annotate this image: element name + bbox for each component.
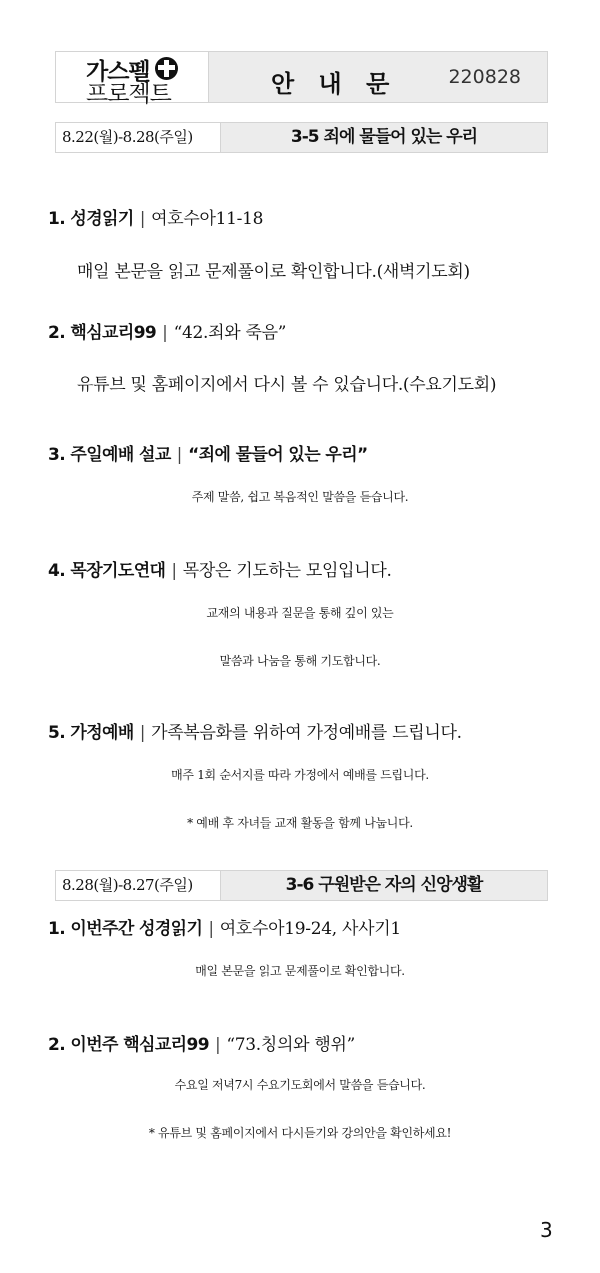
item-value: 여호수아11-18 [151,209,264,229]
item-value: “죄에 물들어 있는 우리” [188,445,368,465]
item-value: “73.칭의와 행위” [226,1035,356,1055]
week2-item-1-heading [48,914,401,939]
week1-title: 3-5 죄에 물들어 있는 우리 [290,127,478,147]
week2-title: 3-6 구원받은 자의 신앙생활 [285,875,483,895]
item-value: 목장은 기도하는 모임입니다. [182,561,392,581]
page-number: 3 [540,1218,553,1242]
week1-item-1-heading [48,204,263,229]
week1-item-3-desc: 주제 말씀, 쉽고 복음적인 말씀을 듣습니다. [191,490,409,504]
item-label: 2. 핵심교리99 [48,323,157,343]
separator: | [208,919,214,939]
separator: | [171,561,177,581]
week1-item-4-desc-1: 교재의 내용과 질문을 통해 깊이 있는 [206,606,394,620]
week2-item-1-desc: 매일 본문을 읽고 문제풀이로 확인합니다. [195,964,405,978]
week2-band [55,870,548,901]
item-label: 2. 이번주 핵심교리99 [48,1035,209,1055]
logo-line2: 프로젝트 [86,81,171,107]
week1-item-4-heading [48,556,392,581]
week2-item-2-heading [48,1030,355,1055]
week2-item-2-desc-1: 수요일 저녁7시 수요기도회에서 말씀을 듣습니다. [174,1078,426,1092]
page-title: 안 내 문 [271,70,398,98]
week1-item-4-desc-2: 말씀과 나눔을 통해 기도합니다. [219,654,381,668]
week1-item-5-desc-2: * 예배 후 자녀들 교재 활동을 함께 나눕니다. [187,816,413,830]
item-label: 1. 이번주간 성경읽기 [48,919,203,939]
week2-date: 8.28(월)-8.27(주일) [56,871,221,900]
week1-item-2-heading [48,318,286,343]
separator: | [139,209,146,229]
logo-line1: 가스펠 [86,59,150,85]
week1-date: 8.22(월)-8.28(주일) [56,123,221,152]
item-value: 가족복음화를 위하여 가정예배를 드립니다. [151,723,462,743]
item-value: 여호수아19-24, 사사기1 [219,919,401,939]
item-label: 1. 성경읽기 [48,209,134,229]
notice-header [55,51,548,107]
week1-item-2-desc: 유튜브 및 홈페이지에서 다시 볼 수 있습니다.(수요기도회) [77,375,497,395]
item-value: “42.죄와 죽음” [173,323,287,343]
week1-item-1-desc: 매일 본문을 읽고 문제풀이로 확인합니다.(새벽기도회) [77,262,470,282]
separator: | [214,1035,221,1055]
item-label: 4. 목장기도연대 [48,561,166,581]
week1-item-5-desc-1: 매주 1회 순서지를 따라 가정에서 예배를 드립니다. [171,768,429,782]
item-label: 5. 가정예배 [48,723,134,743]
week1-item-3-heading [48,440,368,465]
notice-code: 220828 [448,66,521,88]
separator: | [139,723,146,743]
week1-band [55,122,548,153]
separator: | [162,323,168,343]
week1-item-5-heading [48,718,462,743]
gospel-project-logo [56,52,209,107]
separator: | [176,445,183,465]
item-label: 3. 주일예배 설교 [48,445,171,465]
week2-item-2-desc-2: * 유튜브 및 홈페이지에서 다시듣기와 강의안을 확인하세요! [148,1126,452,1140]
